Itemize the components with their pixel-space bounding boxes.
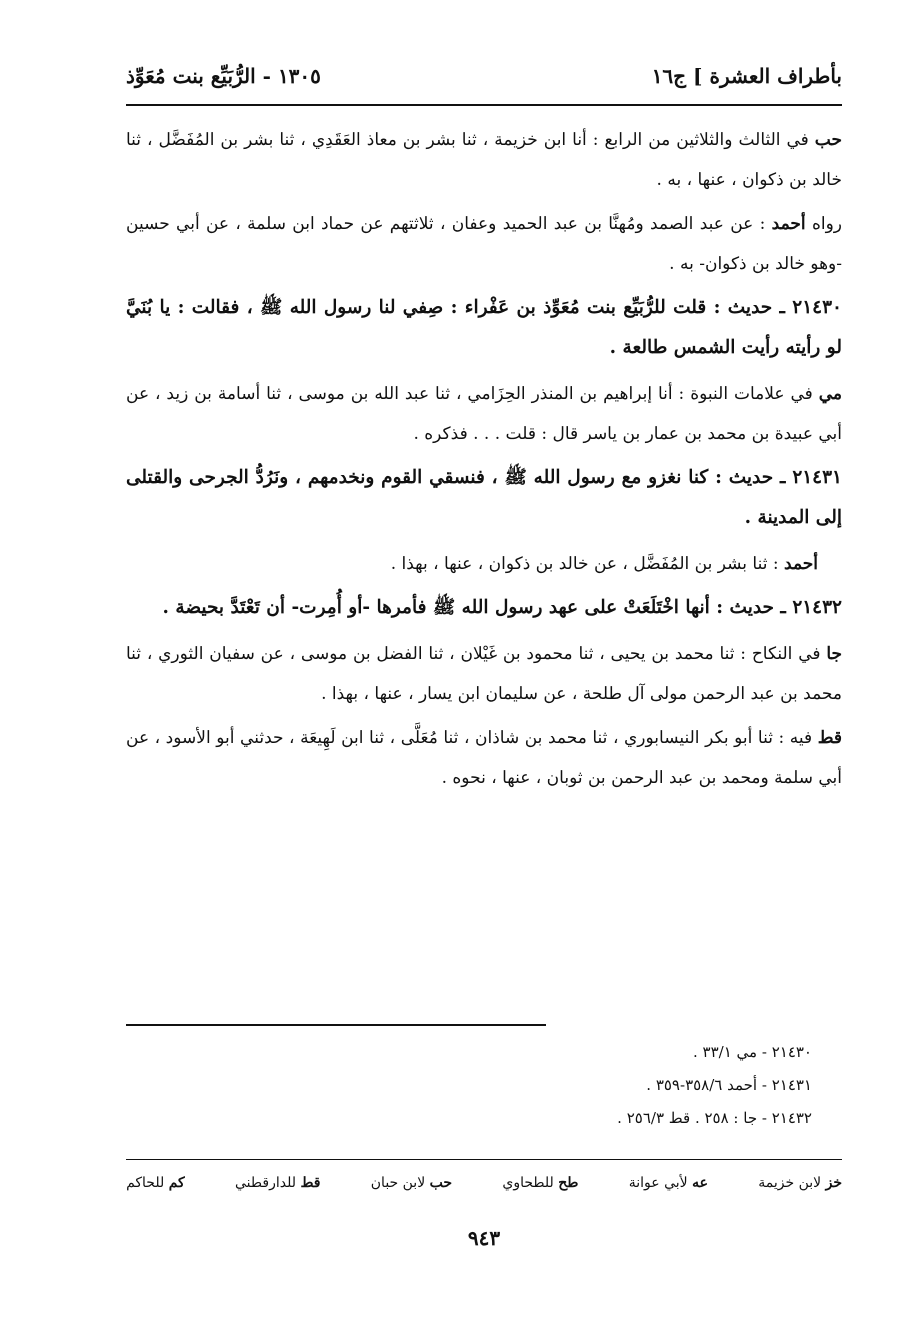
source-code: حب [814,130,842,150]
paragraph-text: في النكاح : ثنا محمد بن يحيى ، ثنا محمود بن غَيْلان ، ثنا الفضل بن موسى ، عن سفيان الثوري ، ثنا محمد بن عبد الرحمن مولى آل طلحة ، عن سليمان ابن يسار ، عنها ، بهذا . [126,644,842,704]
abbreviation-label: للدارقطني [235,1175,296,1191]
paragraph-hib [126,120,842,200]
footnote: ٢١٤٣٠ - مي ٣٣/١ . [693,1043,812,1061]
hadith-number: ٢١٤٣٠ [792,297,842,318]
paragraph-text: فيه : ثنا أبو بكر النيسابوري ، ثنا محمد بن شاذان ، ثنا مُعَلَّى ، ثنا ابن لَهِيعَة ، حدثني أبو الأسود ، عن أبي سلمة ومحمد بن عبد الرحمن بن ثوبان ، عنها ، نحوه . [126,728,842,788]
abbreviation-rule [126,1159,842,1160]
paragraph-text: في علامات النبوة : أنا إبراهيم بن المنذر الحِزَامي ، ثنا عبد الله بن موسى ، ثنا أسامة بن زيد ، عن أبي عبيدة بن محمد بن عمار بن ياسر قال : قلت . . . فذكره . [126,384,842,444]
header-right-title: بأطراف العشرة ] ج١٦ [651,64,842,88]
abbreviation-code: كم [168,1175,185,1191]
abbreviation-label: لابن خزيمة [758,1175,822,1191]
main-text [126,120,842,802]
hadith-21432 [126,588,842,628]
paragraph-text: : ثنا بشر بن المُفَضَّل ، عن خالد بن ذكوان ، عنها ، بهذا . [390,554,779,574]
paragraph-mi [126,374,842,454]
paragraph-ahmad-2 [126,544,842,584]
abbreviation-label: للطحاوي [502,1175,554,1191]
abbreviation-item [629,1168,708,1198]
abbreviation-item [126,1168,185,1198]
hadith-number: ٢١٤٣١ [792,467,842,488]
abbreviation-code: قط [300,1175,321,1191]
abbreviation-item [758,1168,842,1198]
hadith-text: ـ حديث : أنها اخْتَلَعَتْ على عهد رسول الله ﷺ فأمرها -أو أُمِرت- أن تَعْتَدَّ بحيضة . [162,597,786,618]
paragraph-qt [126,718,842,798]
abbreviation-code: طح [558,1175,579,1191]
paragraph-text: : عن عبد الصمد ومُهنَّا بن عبد الحميد وعفان ، ثلاثتهم عن حماد ابن سلمة ، عن أبي حسين -وهو خالد بن ذكوان- به . [126,214,842,274]
footnotes [126,1036,812,1135]
header-left-title: ١٣٠٥ - الرُّبَيِّع بنت مُعَوِّذ [126,64,321,88]
hadith-text: ـ حديث : قلت للرُّبَيِّع بنت مُعَوِّذ بن عَفْراء : صِفي لنا رسول الله ﷺ ، فقالت : يا بُنَيَّ لو رأيته رأيت الشمس طالعة . [126,297,842,358]
abbreviation-code: حب [429,1175,453,1191]
source-code: قط [817,728,842,748]
page-number: ٩٤٣ [467,1226,501,1250]
abbreviation-item [235,1168,320,1198]
abbreviation-label: لابن حبان [370,1175,426,1191]
paragraph-lead: رواه [811,214,843,234]
footnote-rule [126,1024,546,1026]
hadith-21431 [126,458,842,538]
paragraph-ja [126,634,842,714]
abbreviation-key [126,1168,842,1198]
hadith-number: ٢١٤٣٢ [792,597,842,618]
paragraph-ahmad [126,204,842,284]
source-code: مي [818,384,842,404]
footnote: ٢١٤٣١ - أحمد ٣٥٨/٦-٣٥٩ . [646,1076,812,1094]
abbreviation-item [502,1168,578,1198]
abbreviation-code: خز [825,1175,842,1191]
header-rule [126,104,842,106]
abbreviation-label: لأبي عوانة [628,1175,688,1191]
paragraph-text: في الثالث والثلاثين من الرابع : أنا ابن خزيمة ، ثنا بشر بن معاذ العَقَدِي ، ثنا بشر بن المُفَضَّل ، ثنا خالد بن ذكوان ، عنها ، به . [126,130,842,190]
document-page [126,0,842,1329]
footnote: ٢١٤٣٢ - جا : ٢٥٨ . قط ٢٥٦/٣ . [617,1109,812,1127]
source-code: أحمد [771,214,806,234]
hadith-21430 [126,288,842,368]
source-code: جا [826,644,843,664]
hadith-text: ـ حديث : كنا نغزو مع رسول الله ﷺ ، فنسقي القوم ونخدمهم ، ونَرُدُّ الجرحى والقتلى إلى المدينة . [126,467,842,528]
page-header [126,56,842,96]
abbreviation-code: عه [692,1175,708,1191]
abbreviation-item [371,1168,452,1198]
abbreviation-label: للحاكم [126,1175,165,1191]
source-code: أحمد [784,554,818,574]
